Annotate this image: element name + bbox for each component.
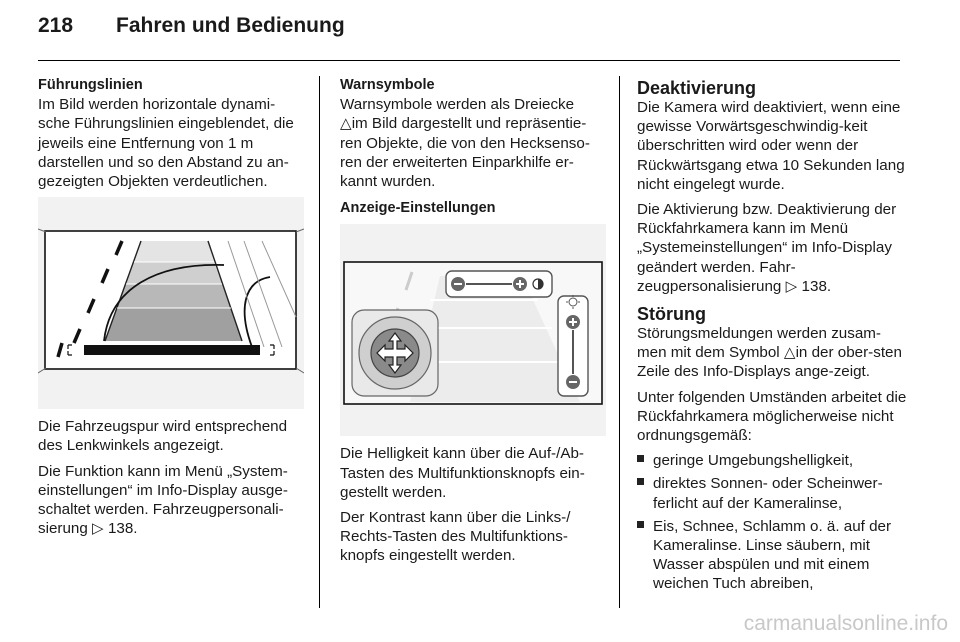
paragraph: Die Helligkeit kann über die Auf-/Ab-Tasten des Multifunktionsknopfs ein-gestellt werden. [340, 445, 585, 501]
paragraph: Im Bild werden horizontale dynami-sche Führungslinien eingeblendet, die jeweils eine Entfernung von 1 m darstellen und so den Abstand zu an-gezeigten Objekten verdeutlichen. [38, 96, 294, 191]
paragraph: Warnsymbole werden als Dreiecke △im Bild dargestellt und repräsentie-ren Objekte, die von den Hecksenso-ren der erweiterten Einparkhilfe er-kannt wurden. [340, 96, 590, 191]
paragraph: Die Kamera wird deaktiviert, wenn eine gewisse Vorwärtsgeschwindig-keit überschritten wird oder wenn der Rückwärtsgang etwa 10 Sekunden lang nicht eingelegt wurde. [637, 99, 905, 193]
paragraph: Die Aktivierung bzw. Deaktivierung der Rückfahrkamera kann im Menü „Systemeinstellungen“ im Info-Display geändert werden. Fahr-zeugpersonalisierung ▷ 138. [637, 201, 897, 295]
list-item: direktes Sonnen- oder Scheinwer-ferlicht auf der Kameralinse, [637, 474, 909, 512]
column-2 [340, 76, 606, 572]
paragraph: Die Fahrzeugspur wird entsprechend des Lenkwinkels angezeigt. [38, 418, 288, 455]
list-item: Eis, Schnee, Schlamm o. ä. auf der Kameralinse. Linse säubern, mit Wasser abspülen und mit einem weichen Tuch abreiben, [637, 517, 909, 594]
column-3 [637, 76, 909, 598]
heading-fuehrungslinien: Führungslinien [38, 77, 143, 93]
warning-triangle-icon: △ [783, 344, 796, 362]
display-settings-figure [340, 224, 606, 436]
bullet-square-icon [637, 521, 644, 528]
bullet-square-icon [637, 478, 644, 485]
header-rule [38, 60, 900, 61]
bullet-square-icon [637, 455, 644, 462]
page-reference-icon: ▷ [92, 520, 104, 538]
column-divider-2 [619, 76, 620, 608]
heading-stoerung: Störung [637, 304, 706, 325]
heading-deaktivierung: Deaktivierung [637, 78, 757, 98]
paragraph: Der Kontrast kann über die Links-/ Rechts-Tasten des Multifunktions-knopfs eingestellt werden. [340, 509, 571, 565]
page-number: 218 [38, 14, 74, 37]
column-divider-1 [319, 76, 320, 608]
paragraph: Unter folgenden Umständen arbeitet die Rückfahrkamera möglicherweise nicht ordnungsgemäß: [637, 388, 907, 445]
warning-triangle-icon: △ [340, 115, 352, 133]
heading-anzeige-einstellungen: Anzeige-Einstellungen [340, 200, 496, 217]
page-reference-icon: ▷ [785, 277, 798, 295]
watermark: carmanualsonline.info [743, 612, 948, 635]
paragraph: Störungsmeldungen werden zusam-men mit dem Symbol △in der ober-sten Zeile des Info-Displays ange-zeigt. [637, 325, 902, 381]
page-title: Fahren und Bedienung [116, 14, 345, 37]
paragraph: Die Funktion kann im Menü „System-einstellungen“ im Info-Display ausge-schaltet werden. Fahrzeugpersonali-sierung ▷ 138. [38, 462, 288, 538]
list-item: geringe Umgebungshelligkeit, [637, 451, 909, 470]
column-1 [38, 76, 304, 544]
guidelines-figure [38, 197, 304, 409]
page-header [38, 14, 345, 38]
heading-warnsymbole: Warnsymbole [340, 77, 435, 93]
